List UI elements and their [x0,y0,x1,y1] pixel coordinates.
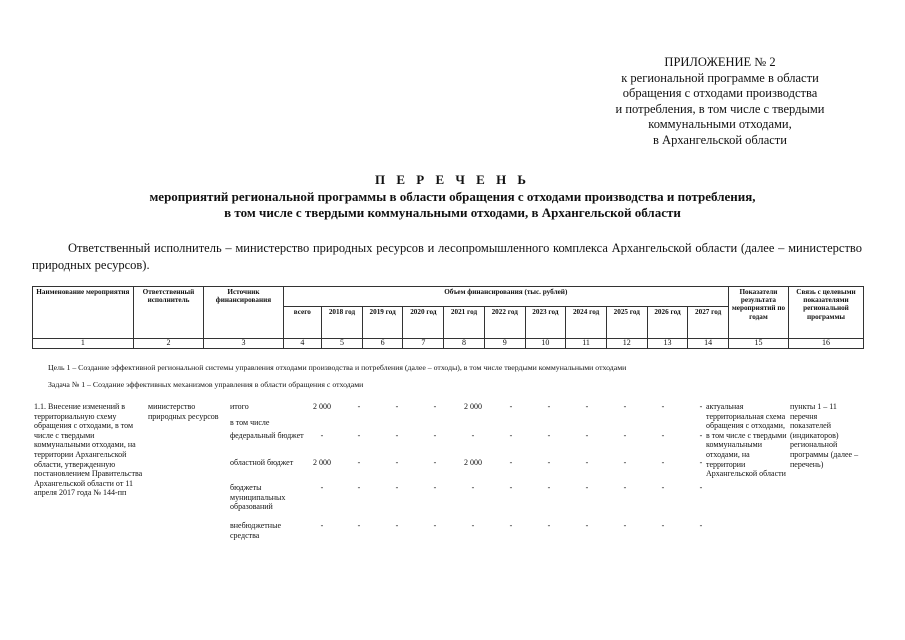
header-total: всего [283,307,322,339]
source-label: областной бюджет [230,458,294,467]
value-year: - [699,431,703,440]
value-year: - [433,458,437,467]
column-number: 10 [525,339,566,349]
header-year: 2024 год [566,307,607,339]
appendix-header [560,55,880,149]
value-year: - [547,402,551,411]
document-title [0,172,905,221]
value-year: - [585,521,589,530]
value-year: - [357,483,361,492]
header-year: 2025 год [606,307,647,339]
measures-table-header [32,286,864,349]
value-year: - [661,458,665,467]
appendix-line: коммунальными отходами, [648,117,792,132]
value-year: - [509,483,513,492]
measure-1-1-executor: министерство природных ресурсов [148,402,219,421]
appendix-line: в Архангельской области [653,132,787,147]
value-total: 2 000 [313,458,331,467]
column-number: 14 [688,339,729,349]
header-source: Источник финансирования [204,287,283,339]
column-number: 1 [33,339,134,349]
value-year: - [547,431,551,440]
value-year: - [547,521,551,530]
value-total: - [320,431,324,440]
value-year: - [509,402,513,411]
value-year: - [357,402,361,411]
header-measure: Наименование мероприятия [33,287,134,339]
header-link: Связь с целевыми показателями региональной программы [788,287,863,339]
header-year: 2019 год [362,307,403,339]
value-year: - [509,458,513,467]
value-total: 2 000 [313,402,331,411]
value-year: - [623,483,627,492]
value-year: - [471,483,475,492]
header-year: 2018 год [322,307,363,339]
measure-1-1-indicators: актуальная территориальная схема обращения с отходами, в том числе с твердыми коммунальными отходами, на территории Архангельской области [706,402,787,479]
value-year: - [585,483,589,492]
value-year: - [547,458,551,467]
value-year: - [547,483,551,492]
header-funding: Объем финансирования (тыс. рублей) [283,287,728,307]
value-year: - [433,521,437,530]
source-label: в том числе [230,418,270,427]
header-year: 2023 год [525,307,566,339]
appendix-line: к региональной программе в области [621,70,819,85]
value-year: - [395,521,399,530]
value-total: - [320,483,324,492]
header-year: 2021 год [444,307,485,339]
source-label: внебюджетные средства [230,521,281,540]
header-executor: Ответственный исполнитель [133,287,204,339]
appendix-line: обращения с отходами производства [622,86,818,101]
value-year: - [357,521,361,530]
value-year: - [433,483,437,492]
column-number: 4 [283,339,322,349]
value-total: - [320,521,324,530]
value-year: - [395,402,399,411]
column-number: 13 [647,339,688,349]
column-number: 15 [728,339,788,349]
value-year: - [585,431,589,440]
value-year: - [509,521,513,530]
value-year: - [623,458,627,467]
appendix-line: ПРИЛОЖЕНИЕ № 2 [664,55,776,69]
header-year: 2027 год [688,307,729,339]
value-year: - [661,483,665,492]
value-year: - [509,431,513,440]
column-number: 3 [204,339,283,349]
column-number: 7 [403,339,444,349]
column-number: 12 [606,339,647,349]
value-year: - [357,458,361,467]
value-year: - [395,483,399,492]
measure-1-1-link: пункты 1 – 11 перечня показателей (индикаторов) региональной программы (далее – перечень) [790,402,859,469]
column-number: 8 [444,339,485,349]
title-main: П Е Р Е Ч Е Н Ь [374,172,531,187]
title-line: в том числе с твердыми коммунальными отходами, в Архангельской области [224,205,681,220]
responsible-executor-paragraph: Ответственный исполнитель – министерство природных ресурсов и лесопромышленного комплекса Архангельской области (далее – министерство природных ресурсов). [32,241,862,272]
value-year: - [433,402,437,411]
header-indicators: Показатели результата мероприятий по годам [728,287,788,339]
value-year: - [623,431,627,440]
value-year: - [585,402,589,411]
column-number: 16 [788,339,863,349]
value-year: - [357,431,361,440]
column-number: 2 [133,339,204,349]
header-year: 2022 год [484,307,525,339]
column-number: 5 [322,339,363,349]
value-year: - [395,458,399,467]
value-year: - [699,458,703,467]
appendix-line: и потребления, в том числе с твердыми [615,101,825,116]
value-year: - [471,521,475,530]
source-label: федеральный бюджет [230,431,304,440]
value-year: - [661,431,665,440]
measure-1-1: 1.1. Внесение изменений в территориальную схему обращения с отходами, в том числе с твердыми коммунальными отходами, на территории Архангельской области, утвержденную постановлением Правительства Архангельской области от 11 апреля 2017 года № 144-пп [34,402,143,498]
value-year: - [661,402,665,411]
header-year: 2026 год [647,307,688,339]
value-year: - [395,431,399,440]
value-year: - [623,402,627,411]
source-label: бюджеты муниципальных образований [230,483,286,512]
column-number: 6 [362,339,403,349]
source-label: итого [230,402,249,411]
goal-1-row: Цель 1 – Создание эффективной региональной системы управления отходами производства и потребления (далее – отходы), в том числе твердыми коммунальными отходами [48,363,627,372]
value-year: - [433,431,437,440]
task-1-row: Задача № 1 – Создание эффективных механизмов управления в области обращения с отходами [48,380,364,389]
value-year: - [661,521,665,530]
value-year: - [623,521,627,530]
column-number: 11 [566,339,607,349]
column-number: 9 [484,339,525,349]
value-year: - [471,431,475,440]
value-year: - [699,402,703,411]
value-year: 2 000 [464,458,482,467]
value-year: - [699,521,703,530]
value-year: - [585,458,589,467]
value-year: 2 000 [464,402,482,411]
header-year: 2020 год [403,307,444,339]
value-year: - [699,483,703,492]
title-line: мероприятий региональной программы в области обращения с отходами производства и потребления, [149,189,756,204]
